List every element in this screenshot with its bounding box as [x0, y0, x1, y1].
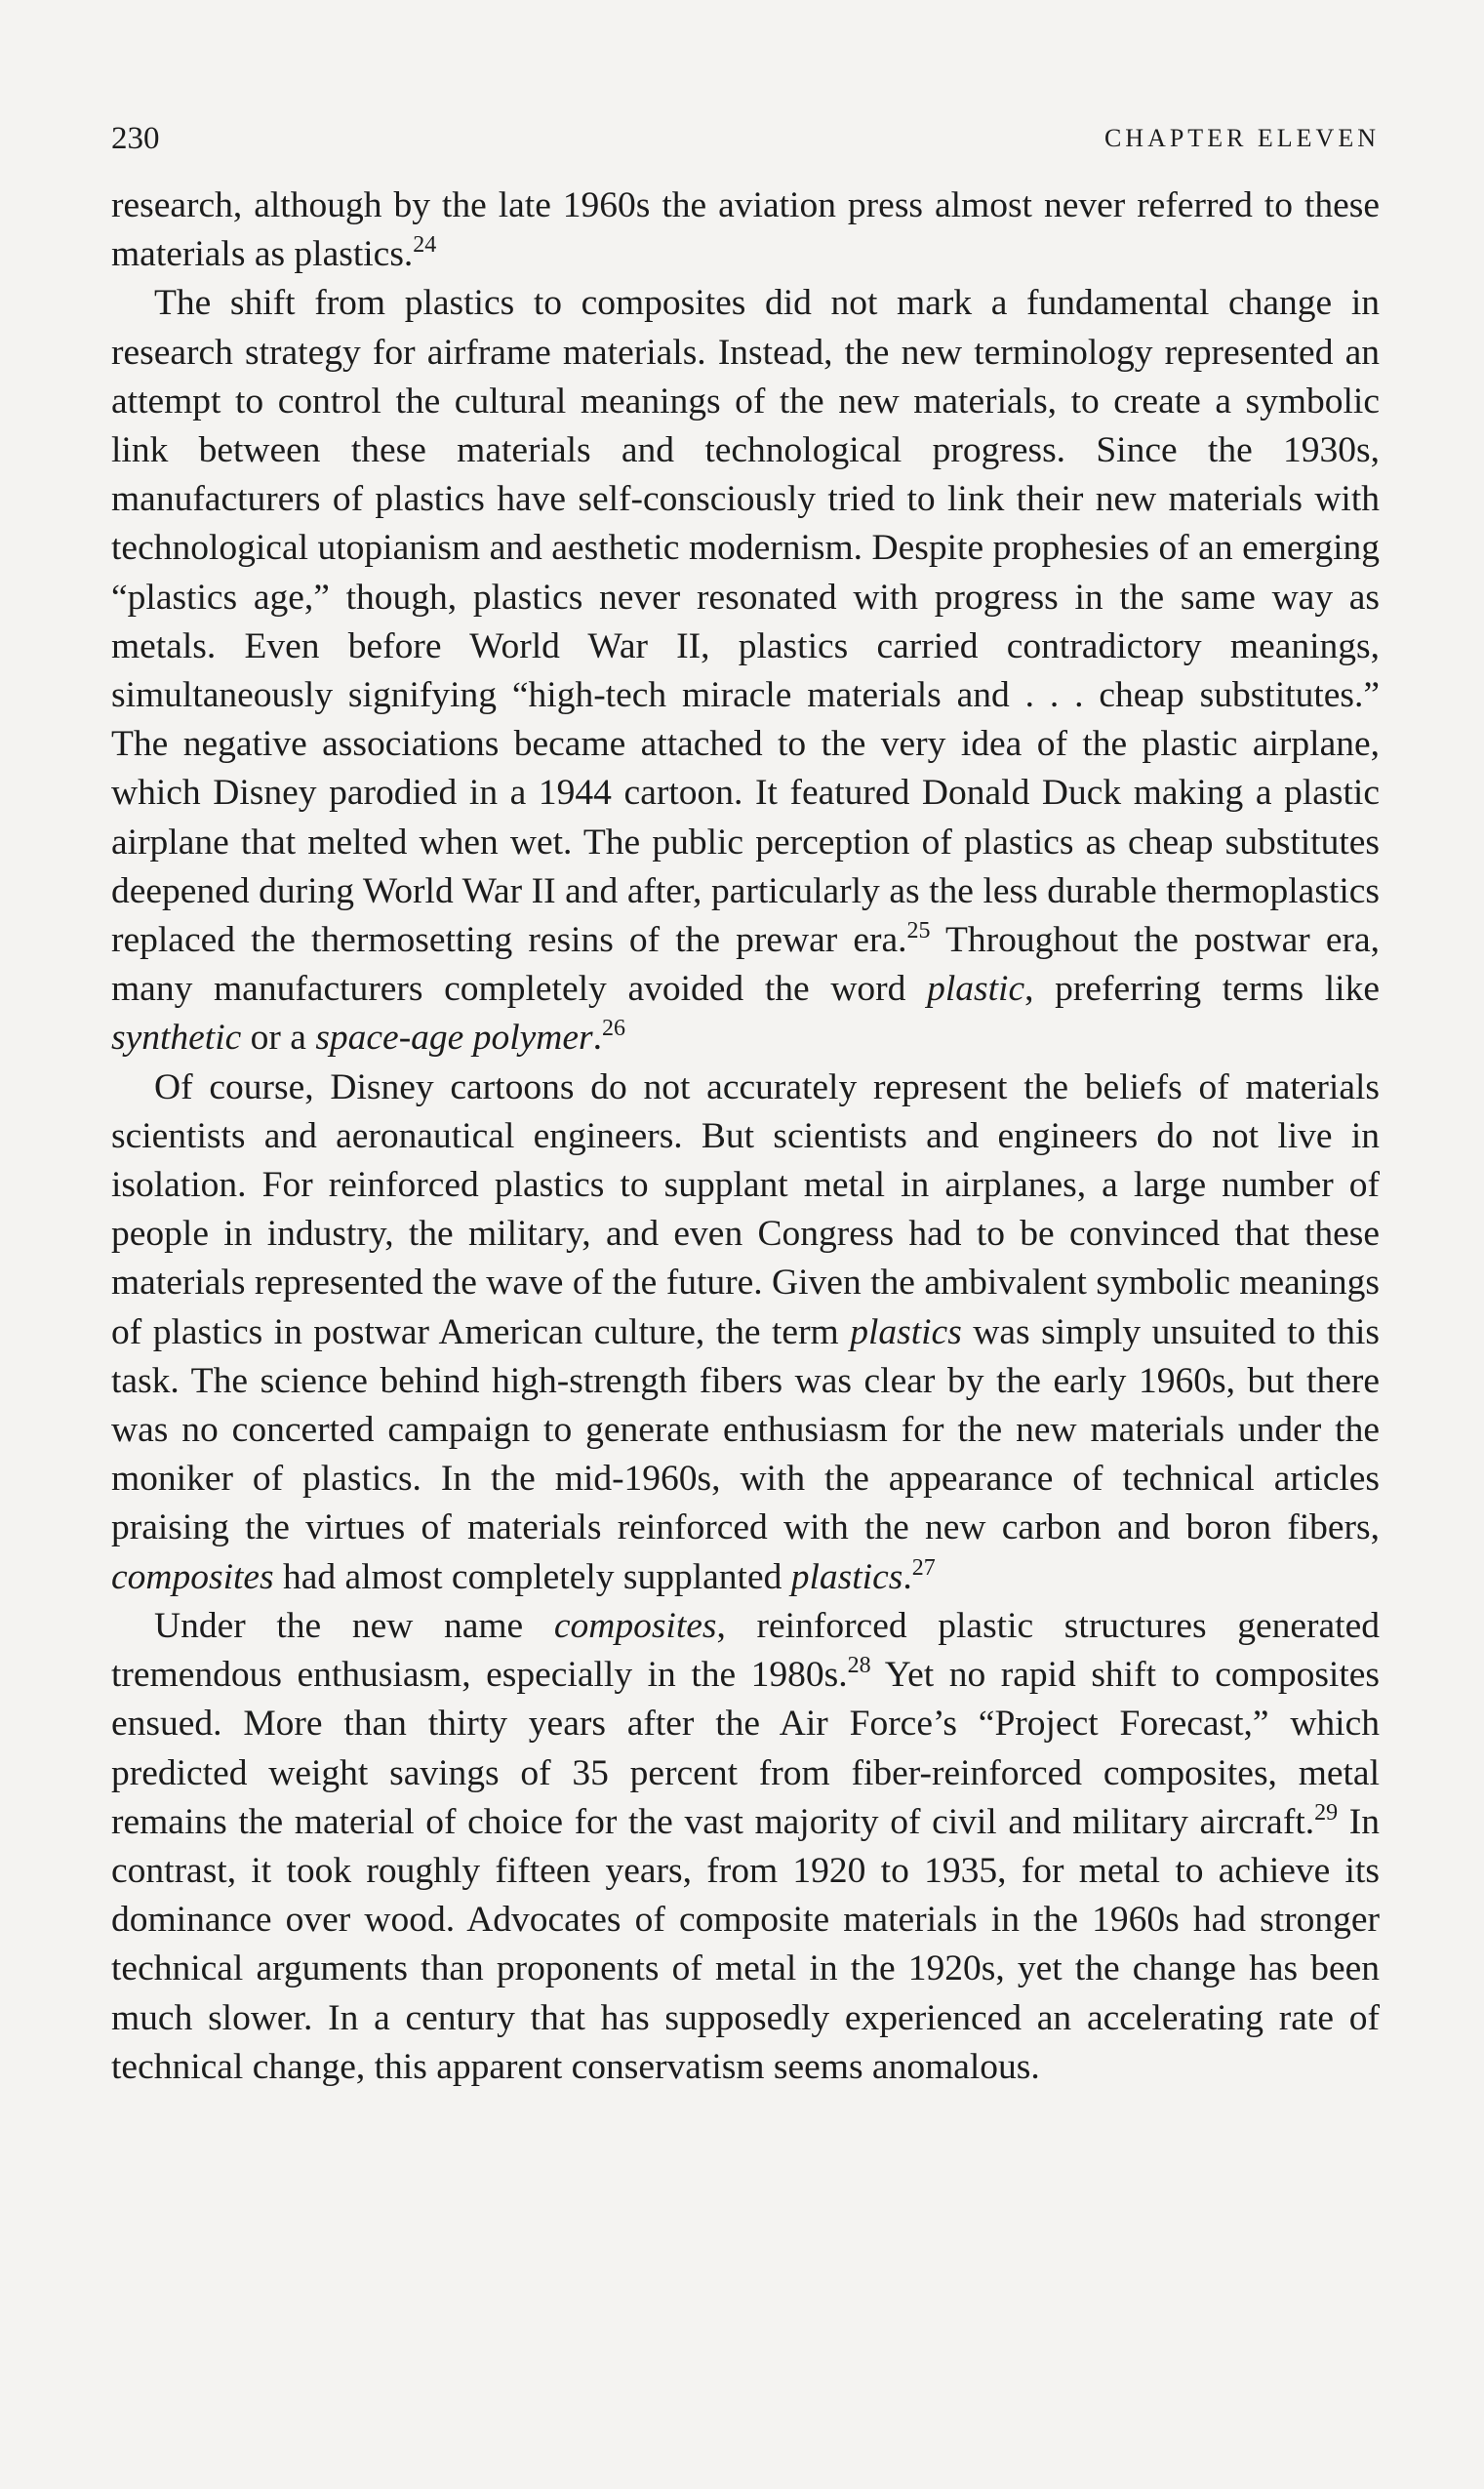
text-run: or a	[241, 1018, 316, 1059]
italic-term: composites	[553, 1605, 717, 1646]
text-run: .	[592, 1018, 602, 1059]
footnote-ref-28: 28	[847, 1653, 871, 1679]
text-run: The shift from plastics to composites did not mark a fundamental change in research strategy for airframe materials. Instead, the new terminology represented an attempt to control the cultural meanings of the new materials, to create a symbolic link between these materials and technological progress. Since the 1930s, manufacturers of plastics have self-consciously tried to link their new materials with technological utopianism and aesthetic modernism. Despite prophesies of an emerging “plastics age,” though, plastics never resonated with progress in the same way as metals. Even before World War II, plastics carried contradictory meanings, simultaneously signifying “high-tech miracle materials and . . . cheap substitutes.” The negative associations became attached to the very idea of the plastic airplane, which Disney parodied in a 1944 cartoon. It featured Donald Duck making a plastic airplane that melted when wet. The public perception of plastics as cheap substitutes deepened during World War II and after, particularly as the less durable thermoplastics replaced the thermosetting resins of the prewar era.	[111, 283, 1380, 961]
footnote-ref-26: 26	[601, 1016, 625, 1042]
text-run: Throughout the postwar era, many manufacturers completely avoided the word	[111, 920, 1381, 1010]
text-run: Of course, Disney cartoons do not accurately represent the beliefs of materials scientists and aeronautical engineers. But scientists and engineers do not live in isolation. For reinforced plastics to supplant metal in airplanes, a large number of people in industry, the military, and even Congress had to be convinced that these materials represented the wave of the future. Given the ambivalent symbolic meanings of plastics in postwar American culture, the term	[111, 1066, 1380, 1352]
text-run: research, although by the late 1960s the aviation press almost never referred to these materials as plastics.	[111, 185, 1380, 275]
text-run: Under the new name	[154, 1605, 554, 1646]
text-run: .	[902, 1556, 912, 1597]
italic-term: synthetic	[111, 1018, 242, 1059]
italic-term: plastic	[927, 969, 1025, 1010]
paragraph-2	[111, 279, 1380, 1063]
italic-term: plastics	[790, 1556, 903, 1597]
paragraph-3	[111, 1064, 1380, 1602]
footnote-ref-25: 25	[906, 918, 931, 944]
paragraph-4	[111, 1602, 1380, 2092]
body-text	[111, 181, 1380, 2092]
text-run: had almost completely supplanted	[273, 1556, 791, 1597]
text-run: , reinforced plastic structures generated tremendous enthusiasm, especially in the 1980s.	[111, 1605, 1380, 1696]
italic-term: plastics	[850, 1311, 962, 1352]
text-run: , preferring terms like	[1024, 969, 1380, 1010]
page-number: 230	[111, 121, 160, 156]
footnote-ref-24: 24	[413, 232, 437, 259]
chapter-title: CHAPTER ELEVEN	[1103, 124, 1380, 152]
italic-term: composites	[111, 1556, 274, 1597]
text-run: Yet no rapid shift to composites ensued. More than thirty years after the Air Force’s “Project Forecast,” which predicted weight savings of 35 percent from fiber-reinforced composites, metal remains the material of choice for the vast majority of civil and military aircraft.	[111, 1655, 1380, 1842]
text-run: In contrast, it took roughly fifteen years, from 1920 to 1935, for metal to achieve its dominance over wood. Advocates of composite materials in the 1960s had stronger technical arguments than proponents of metal in the 1920s, yet the change has been much slower. In a century that has supposedly experienced an accelerating rate of technical change, this apparent conservatism seems anomalous.	[111, 1801, 1380, 2087]
footnote-ref-29: 29	[1314, 1799, 1339, 1826]
footnote-ref-27: 27	[911, 1554, 936, 1581]
running-header	[111, 109, 1380, 168]
italic-term: space-age polymer	[315, 1018, 593, 1059]
text-run: was simply unsuited to this task. The science behind high-strength fibers was clear by the early 1960s, but there was no concerted campaign to generate enthusiasm for the new materials under the moniker of plastics. In the mid-1960s, with the appearance of technical articles praising the virtues of materials reinforced with the new carbon and boron fibers,	[111, 1311, 1381, 1548]
paragraph-1	[111, 181, 1380, 279]
